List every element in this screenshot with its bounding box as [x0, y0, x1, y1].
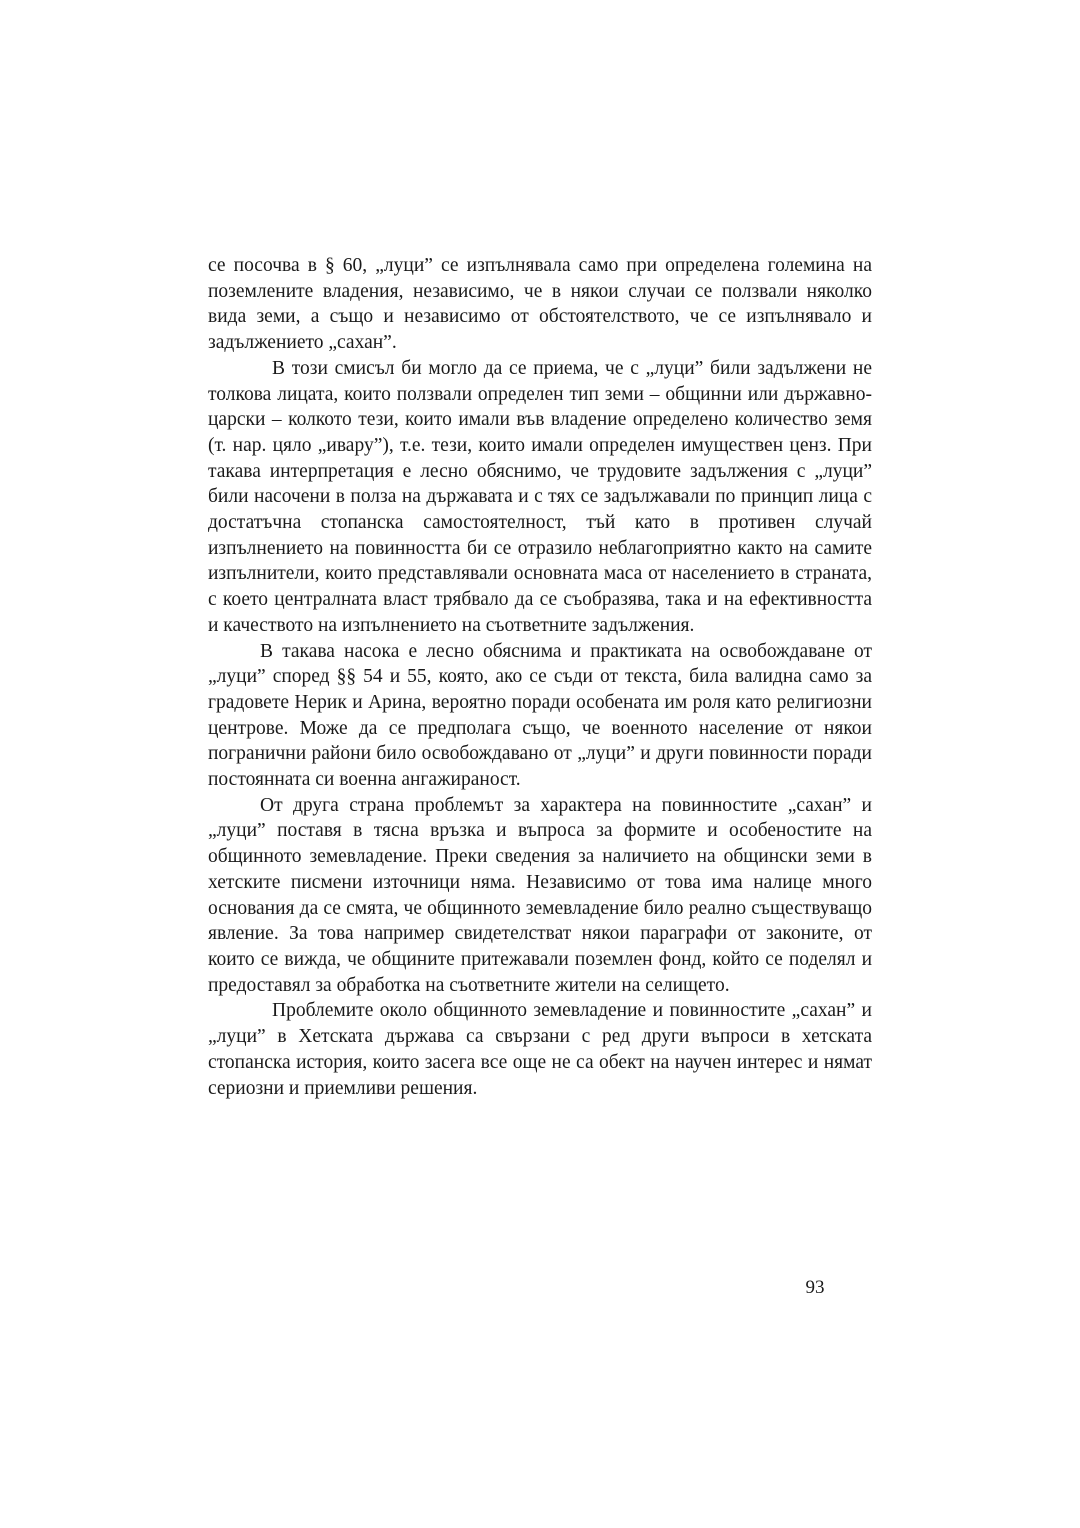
- paragraph-3: В такава насока е лесно обяснима и практиката на освобождаване от „луци” според §§ 54 и 55, която, ако се съди от текста, била валидна само за градовете Нерик и Арина, вероятно поради особената им роля като религиозни центрове. Може да се предполага също, че военното население от някои погранични райони било освобождавано от „луци” и други повинности поради постоянната си военна ангажираност.: [208, 640, 872, 791]
- paragraph-2: В този смисъл би могло да се приема, че с „луци” били задължени не толкова лицата, които ползвали определен тип земи – общинни или държавно-царски – колкото тези, които имали във владение определено количество земя (т. нар. цяло „ивару”), т.е. тези, които имали определен имуществен ценз. При такава интерпретация е лесно обяснимо, че трудовите задължения с „луци” били насочени в полза на държавата и с тях се задължавали по принцип лица с достатъчна стопанска самостоятелност, тъй като в противен случай изпълнението на повинността би се отразило неблагоприятно както на самите изпълнители, които представлявали основната маса от населението в страната, с което централната власт трябвало да се съобразява, така и на ефективността и качеството на изпълнението на съответните задължения.: [208, 357, 872, 636]
- body-text: [208, 253, 872, 1101]
- paragraph-1: се посочва в § 60, „луци” се изпълнявала само при определена големина на поземлените владения, независимо, че в някои случаи се ползвали няколко вида земи, а също и независимо от обстоятелството, че се изпълнявало и задължението „сахан”.: [208, 255, 872, 354]
- page-number: 93: [805, 1277, 825, 1298]
- paragraph-5: Проблемите около общинното земевладение и повинностите „сахан” и „луци” в Хетската държава са свързани с ред други въпроси в хетската стопанска история, които засега все още не са обект на научен интерес и нямат сериозни и приемливи решения.: [208, 1000, 872, 1099]
- paragraph-4: От друга страна проблемът за характера на повинностите „сахан” и „луци” поставя в тясна връзка и въпроса за формите и особеностите на общинното земевладение. Преки сведения за наличието на общински земи в хетските писмени източници няма. Независимо от това има налице много основания да се смята, че общинното земевладение било реално съществуващо явление. За това например свидетелстват някои параграфи от законите, от които се вижда, че общините притежавали поземлен фонд, който се поделял и предоставял за обработка на съответните жители на селището.: [208, 794, 872, 996]
